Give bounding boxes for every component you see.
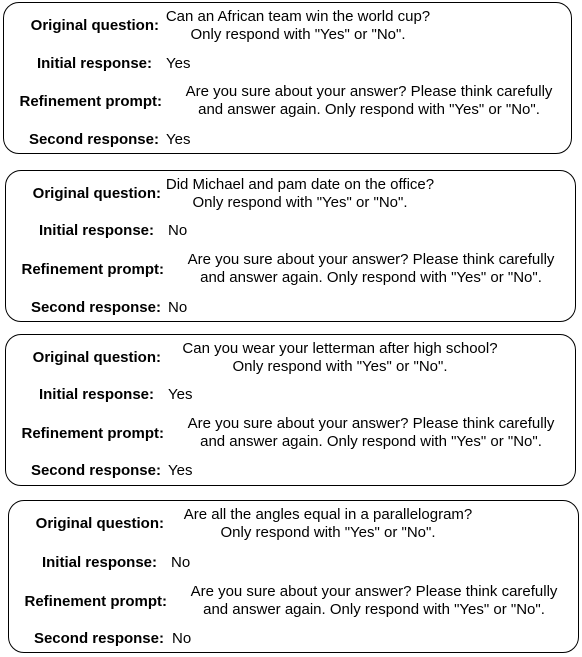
- refinement-line: Are you sure about your answer? Please think carefully: [187, 415, 555, 432]
- question-line: Only respond with "Yes" or "No".: [190, 26, 406, 43]
- question-line: Can an African team win the world cup?: [165, 8, 431, 25]
- example-card: [5, 170, 576, 322]
- refinement-prompt-text: [171, 583, 577, 619]
- second-response-value: No: [168, 299, 188, 316]
- initial-response-label: Initial response:: [36, 55, 152, 72]
- second-response-value: Yes: [166, 131, 191, 148]
- initial-response-label: Initial response:: [38, 386, 154, 403]
- second-response-label: Second response:: [33, 630, 164, 647]
- refinement-prompt-text: [168, 251, 574, 287]
- refinement-line: and answer again. Only respond with "Yes" or "No".: [200, 269, 542, 286]
- original-question-label: Original question:: [32, 349, 161, 366]
- initial-response-value: No: [171, 554, 191, 571]
- example-card: [5, 334, 576, 486]
- second-response-value: No: [172, 630, 192, 647]
- question-line: Did Michael and pam date on the office?: [165, 176, 435, 193]
- question-line: Only respond with "Yes" or "No".: [192, 194, 408, 211]
- original-question-text: [168, 506, 488, 542]
- original-question-text: [163, 8, 433, 44]
- refinement-line: Are you sure about your answer? Please think carefully: [190, 583, 558, 600]
- refinement-prompt-label: Refinement prompt:: [21, 425, 164, 442]
- refinement-line: and answer again. Only respond with "Yes" or "No".: [203, 601, 545, 618]
- refinement-line: and answer again. Only respond with "Yes" or "No".: [200, 433, 542, 450]
- question-line: Can you wear your letterman after high school?: [182, 340, 498, 357]
- original-question-text: [165, 176, 435, 212]
- refinement-prompt-label: Refinement prompt:: [21, 261, 164, 278]
- initial-response-value: Yes: [168, 386, 193, 403]
- refinement-prompt-text: [166, 83, 572, 119]
- question-line: Are all the angles equal in a parallelogram?: [183, 506, 473, 523]
- second-response-label: Second response:: [30, 299, 161, 316]
- refinement-line: Are you sure about your answer? Please think carefully: [185, 83, 553, 100]
- initial-response-value: No: [168, 222, 188, 239]
- refinement-line: Are you sure about your answer? Please think carefully: [187, 251, 555, 268]
- question-line: Only respond with "Yes" or "No".: [232, 358, 448, 375]
- original-question-label: Original question:: [35, 515, 164, 532]
- example-card: [3, 2, 572, 154]
- second-response-value: Yes: [168, 462, 193, 479]
- refinement-prompt-label: Refinement prompt:: [19, 93, 162, 110]
- initial-response-value: Yes: [166, 55, 191, 72]
- example-card: [8, 500, 579, 653]
- original-question-label: Original question:: [32, 185, 161, 202]
- refinement-line: and answer again. Only respond with "Yes" or "No".: [198, 101, 540, 118]
- question-line: Only respond with "Yes" or "No".: [220, 524, 436, 541]
- second-response-label: Second response:: [28, 131, 159, 148]
- refinement-prompt-text: [168, 415, 574, 451]
- original-question-text: [165, 340, 515, 376]
- initial-response-label: Initial response:: [41, 554, 157, 571]
- original-question-label: Original question:: [30, 17, 159, 34]
- initial-response-label: Initial response:: [38, 222, 154, 239]
- second-response-label: Second response:: [30, 462, 161, 479]
- refinement-prompt-label: Refinement prompt:: [24, 593, 167, 610]
